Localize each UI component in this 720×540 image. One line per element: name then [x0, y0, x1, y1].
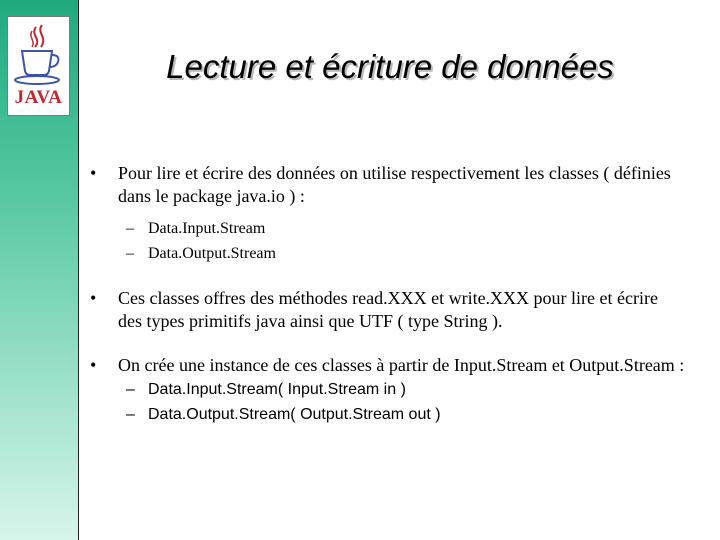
sub-text: Data.Output.Stream: [148, 245, 276, 262]
sub-item: [86, 241, 686, 266]
bullet-item: [86, 354, 686, 377]
bullet-dot: •: [90, 355, 97, 375]
sub-dash: –: [126, 245, 134, 262]
java-logo: [7, 16, 70, 116]
bullet-dot: •: [90, 288, 97, 308]
sub-dash: –: [126, 220, 134, 237]
sub-text: Data.Input.Stream: [148, 220, 266, 237]
sub-dash: –: [126, 406, 135, 423]
bullet-item: [86, 287, 686, 333]
bullet-text: On crée une instance de ces classes à partir de Input.Stream et Output.Stream :: [118, 355, 685, 375]
sub-text: Data.Output.Stream( Output.Stream out ): [148, 406, 441, 423]
sub-text: Data.Input.Stream( Input.Stream in ): [148, 381, 406, 398]
bullet-text: Pour lire et écrire des données on utilise respectivement les classes ( définies dans le package java.io ) :: [118, 163, 671, 206]
sub-item: [86, 402, 686, 427]
sub-dash: –: [126, 381, 135, 398]
sub-item: [86, 216, 686, 241]
slide-title: Lecture et écriture de données: [166, 48, 614, 85]
bullet-dot: •: [90, 163, 97, 183]
bullet-item: [86, 162, 686, 208]
bullet-text: Ces classes offres des méthodes read.XXX et write.XXX pour lire et écrire des types primitifs java ainsi que UTF ( type String ).: [118, 288, 658, 331]
slide-content: [86, 162, 686, 427]
sub-item: [86, 377, 686, 402]
java-logo-text: JAVA: [14, 87, 63, 108]
java-coffee-cup-icon: [8, 17, 69, 87]
